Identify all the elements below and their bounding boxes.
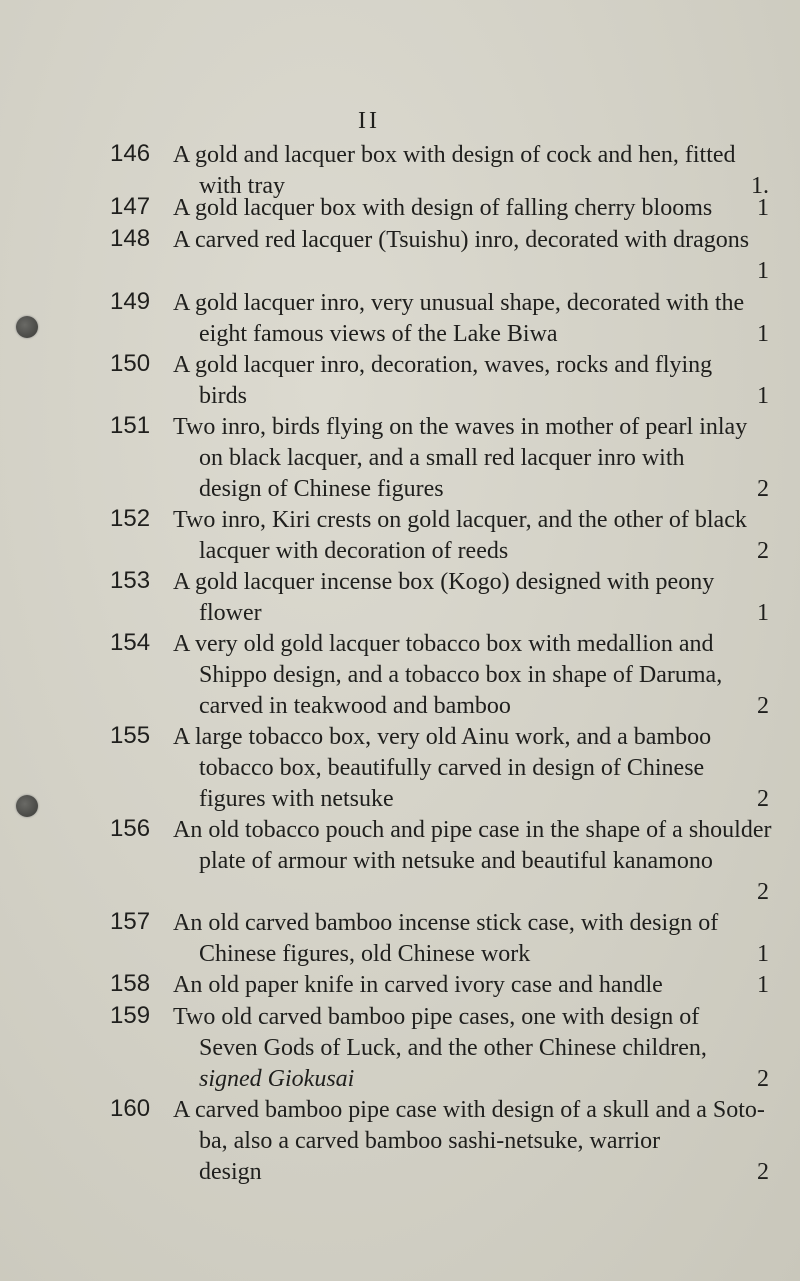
entry-line: A very old gold lacquer tobacco box with medallion and <box>173 631 714 657</box>
entry-description <box>173 722 773 815</box>
entry-line: birds <box>199 383 247 409</box>
binding-hole-bottom <box>16 795 38 817</box>
entry-line: A carved bamboo pipe case with design of a skull and a Soto- <box>173 1097 765 1123</box>
entry-line: on black lacquer, and a small red lacquer inro with <box>199 445 685 471</box>
entry-quantity: 1 <box>757 972 769 998</box>
entry-line: Chinese figures, old Chinese work <box>199 941 531 967</box>
entry-line: An old carved bamboo incense stick case, with design of <box>173 910 719 936</box>
binding-hole-top <box>16 316 38 338</box>
entry-line: Shippo design, and a tobacco box in shape of Daruma, <box>199 662 723 688</box>
entry-number: 149 <box>110 288 151 315</box>
entry-number: 150 <box>110 350 151 377</box>
entry-quantity: 1. <box>751 173 769 199</box>
entry-number: 159 <box>110 1002 151 1029</box>
entry-number: 151 <box>110 412 151 439</box>
entry-number: 158 <box>110 970 151 997</box>
entry-quantity: 1 <box>757 600 769 626</box>
entry-quantity: 1 <box>757 383 769 409</box>
entry-description <box>173 970 773 1001</box>
entry-number: 147 <box>110 193 151 220</box>
entry-number: 154 <box>110 629 151 656</box>
entry-line: A gold lacquer inro, decoration, waves, rocks and flying <box>173 352 713 378</box>
entry-description <box>173 1002 773 1095</box>
entry-line: A gold lacquer incense box (Kogo) designed with peony <box>173 569 715 595</box>
entry-description <box>173 815 773 908</box>
entry-line: A carved red lacquer (Tsuishu) inro, decorated with dragons <box>173 227 750 253</box>
entry-line: A gold and lacquer box with design of cock and hen, fitted <box>173 142 736 168</box>
entry-number: 153 <box>110 567 151 594</box>
entry-line: Two old carved bamboo pipe cases, one with design of <box>173 1004 700 1030</box>
entry-line: tobacco box, beautifully carved in design of Chinese <box>199 755 705 781</box>
entry-description <box>173 288 773 350</box>
entry-description <box>173 908 773 970</box>
entry-number: 157 <box>110 908 151 935</box>
entry-number: 160 <box>110 1095 151 1122</box>
entry-line: design <box>199 1159 262 1185</box>
entry-line: plate of armour with netsuke and beautiful kanamono <box>199 848 713 874</box>
entry-number: 152 <box>110 505 151 532</box>
entry-quantity: 2 <box>757 879 769 905</box>
entry-quantity: 1 <box>757 941 769 967</box>
entry-number: 155 <box>110 722 151 749</box>
entry-quantity: 2 <box>757 1159 769 1185</box>
entry-line: Seven Gods of Luck, and the other Chinese children, <box>199 1035 707 1061</box>
entry-line: A gold lacquer box with design of falling cherry blooms <box>173 195 713 221</box>
entry-line: An old paper knife in carved ivory case and handle <box>173 972 663 998</box>
entry-quantity: 2 <box>757 786 769 812</box>
entry-line: flower <box>199 600 262 626</box>
entry-signature: signed Giokusai <box>199 1066 355 1092</box>
entry-line: ba, also a carved bamboo sashi-netsuke, warrior <box>199 1128 661 1154</box>
entry-line: design of Chinese figures <box>199 476 444 502</box>
entry-description <box>173 225 773 287</box>
entry-quantity: 2 <box>757 538 769 564</box>
entry-quantity: 2 <box>757 693 769 719</box>
entry-number: 156 <box>110 815 151 842</box>
entry-number: 146 <box>110 140 151 167</box>
entry-line: Two inro, Kiri crests on gold lacquer, and the other of black <box>173 507 747 533</box>
entry-number: 148 <box>110 225 151 252</box>
section-header: II <box>358 108 380 134</box>
entry-line: An old tobacco pouch and pipe case in the shape of a shoulder <box>173 817 772 843</box>
entry-description <box>173 629 773 722</box>
entry-line: eight famous views of the Lake Biwa <box>199 321 558 347</box>
entry-quantity: 1 <box>757 258 769 284</box>
entry-description <box>173 193 773 224</box>
entry-quantity: 2 <box>757 476 769 502</box>
entry-line: A gold lacquer inro, very unusual shape, decorated with the <box>173 290 745 316</box>
entry-description <box>173 1095 773 1188</box>
entry-description <box>173 567 773 629</box>
entry-quantity: 2 <box>757 1066 769 1092</box>
entry-quantity: 1 <box>757 321 769 347</box>
entry-line: Two inro, birds flying on the waves in mother of pearl inlay <box>173 414 748 440</box>
entry-description <box>173 412 773 505</box>
entry-line: carved in teakwood and bamboo <box>199 693 511 719</box>
entry-line: with tray <box>199 173 285 199</box>
entry-line: A large tobacco box, very old Ainu work, and a bamboo <box>173 724 712 750</box>
entry-line: figures with netsuke <box>199 786 394 812</box>
entry-description <box>173 505 773 567</box>
entry-line: lacquer with decoration of reeds <box>199 538 509 564</box>
entry-description <box>173 350 773 412</box>
entry-quantity: 1 <box>757 195 769 221</box>
